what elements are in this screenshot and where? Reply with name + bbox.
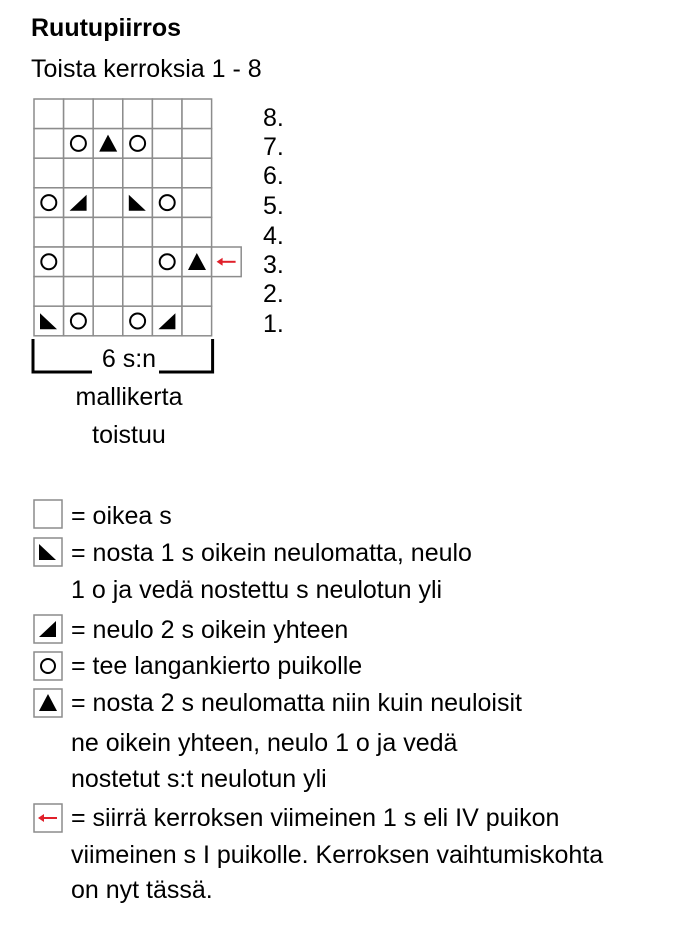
chart-cell-r4-c1-yo-symbol	[41, 195, 56, 210]
legend-yo-icon	[33, 651, 63, 681]
legend-knit-icon	[33, 499, 63, 529]
chart-cell-r7-c5	[152, 277, 182, 307]
legend-s2kp-icon	[33, 688, 63, 718]
legend-k2tog-text: = neulo 2 s oikein yhteen	[71, 616, 349, 644]
chart-cell-r4-c5-yo-symbol	[160, 195, 175, 210]
chart-cell-r1-c3	[93, 99, 123, 129]
chart-cell-r4-c4	[123, 188, 153, 218]
row-number-6: 6.	[263, 162, 284, 190]
chart-cell-r2-c1	[34, 129, 64, 159]
row-number-4: 4.	[263, 222, 284, 250]
chart-cell-r1-c2	[64, 99, 94, 129]
legend-arrow-text-2: viimeinen s I puikolle. Kerroksen vaihtumiskohta	[71, 841, 604, 869]
legend-s2kp-text-2: ne oikein yhteen, neulo 1 o ja vedä	[71, 729, 458, 757]
row-number-2: 2.	[263, 280, 284, 308]
row-number-5: 5.	[263, 192, 284, 220]
row-number-3: 3.	[263, 251, 284, 279]
legend-skp-text-2: 1 o ja vedä nostettu s neulotun yli	[71, 576, 443, 604]
legend-s2kp-text-3: nostetut s:t neulotun yli	[71, 765, 327, 793]
chart-cell-r3-c4	[123, 158, 153, 188]
repeat-label-line-2: mallikerta	[75, 383, 183, 411]
chart-cell-r1-c1	[34, 99, 64, 129]
chart-cell-r2-c6	[182, 129, 212, 159]
legend-knit-text: = oikea s	[71, 502, 172, 530]
chart-cell-r7-c2	[64, 277, 94, 307]
row-number-8: 8.	[263, 104, 284, 132]
row-number-7: 7.	[263, 133, 284, 161]
legend-skp-text-1: = nosta 1 s oikein neulomatta, neulo	[71, 539, 472, 567]
row-number-1: 1.	[263, 310, 284, 338]
legend-arrow-text-3: on nyt tässä.	[71, 876, 213, 904]
chart-cell-r6-c2	[64, 247, 94, 277]
legend-s2kp-text-1: = nosta 2 s neulomatta niin kuin neuloisit	[71, 689, 522, 717]
chart-cell-r8-c3	[93, 306, 123, 336]
chart-subtitle: Toista kerroksia 1 - 8	[31, 55, 262, 83]
legend-k2tog-icon	[33, 614, 63, 644]
chart-cell-r8-c4-yo-symbol	[130, 314, 145, 329]
chart-cell-r2-c4-yo-symbol	[130, 136, 145, 151]
chart-cell-r1-c4	[123, 99, 153, 129]
chart-cell-r6-c4	[123, 247, 153, 277]
chart-cell-r8-c1	[34, 306, 64, 336]
legend-arrow-text-1: = siirrä kerroksen viimeinen 1 s eli IV puikon	[71, 804, 560, 832]
chart-cell-r3-c6	[182, 158, 212, 188]
chart-cell-r6-c1-yo-symbol	[41, 254, 56, 269]
chart-cell-r6-c3	[93, 247, 123, 277]
legend-arrow-icon	[33, 803, 63, 833]
chart-title: Ruutupiirros	[31, 14, 181, 42]
chart-cell-r5-c2	[64, 217, 94, 247]
chart-cell-r5-c3	[93, 217, 123, 247]
chart-cell-r8-c2-yo-symbol	[71, 314, 86, 329]
chart-cell-r3-c5	[152, 158, 182, 188]
legend-skp-icon	[33, 537, 63, 567]
chart-cell-r7-c4	[123, 277, 153, 307]
legend-yo-text: = tee langankierto puikolle	[71, 652, 363, 680]
chart-cell-r8-c6	[182, 306, 212, 336]
chart-cell-r7-c1	[34, 277, 64, 307]
chart-cell-r5-c4	[123, 217, 153, 247]
chart-cell-r2-c5	[152, 129, 182, 159]
repeat-label-line-3: toistuu	[92, 421, 166, 449]
chart-cell-r5-c6	[182, 217, 212, 247]
chart-cell-r3-c2	[64, 158, 94, 188]
chart-cell-r7-c6	[182, 277, 212, 307]
chart-cell-r1-c5	[152, 99, 182, 129]
chart-cell-r1-c6	[182, 99, 212, 129]
chart-cell-r5-c5	[152, 217, 182, 247]
chart-cell-r6-c5-yo-symbol	[160, 254, 175, 269]
chart-cell-r3-c3	[93, 158, 123, 188]
chart-cell-r4-c3	[93, 188, 123, 218]
repeat-label-line-1: 6 s:n	[101, 345, 157, 373]
chart-cell-r4-c6	[182, 188, 212, 218]
chart-cell-r2-c2-yo-symbol	[71, 136, 86, 151]
chart-cell-r3-c1	[34, 158, 64, 188]
chart-cell-r7-c3	[93, 277, 123, 307]
chart-cell-r5-c1	[34, 217, 64, 247]
